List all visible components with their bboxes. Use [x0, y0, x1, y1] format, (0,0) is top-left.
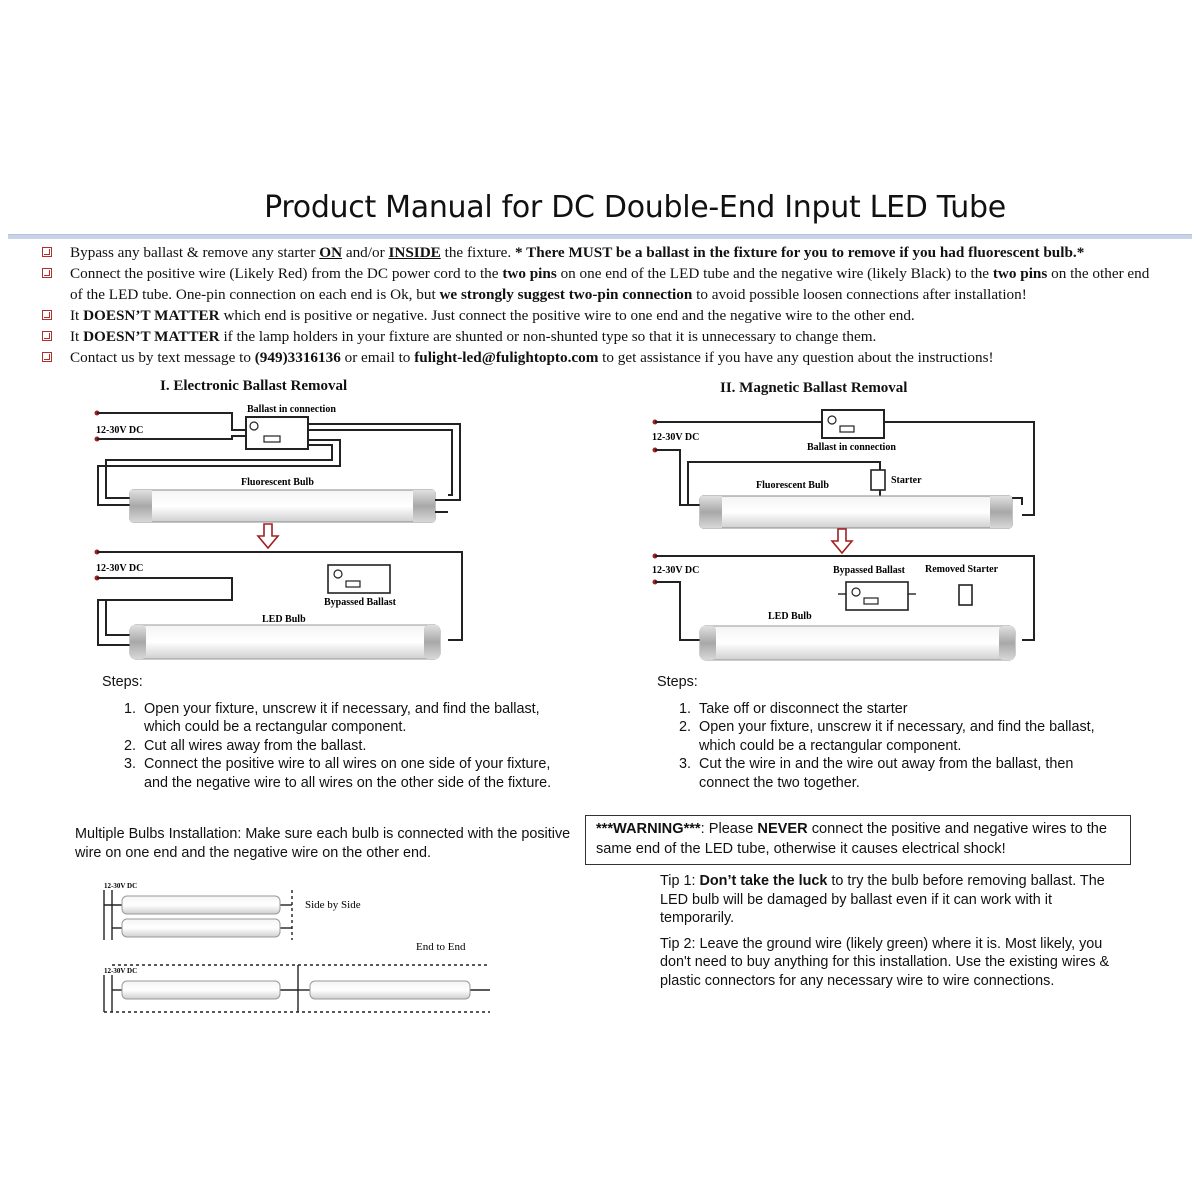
electronic-steps-list: [102, 700, 552, 793]
checkbox-bullet-icon: [42, 331, 52, 341]
step-item: 1. Open your fixture, unscrew it if necessary, and find the ballast, which could be a rectangular component.: [140, 700, 552, 737]
section-magnetic-title: II. Magnetic Ballast Removal: [720, 380, 908, 396]
bullet-ballast: Bypass any ballast & remove any starter ON and/or INSIDE the fixture. * There MUST be a ballast in the fixture for you to remove if you had fluorescent bulb.*: [42, 242, 1162, 263]
electronic-bypassed-diagram: [95, 550, 463, 646]
label-fluorescent-bulb: Fluorescent Bulb: [241, 477, 314, 488]
label-ballast-in-connection-2: Ballast in connection: [807, 442, 896, 453]
checkbox-bullet-icon: [42, 247, 52, 257]
down-arrow-icon: [832, 529, 852, 553]
label-bypassed-ballast: Bypassed Ballast: [324, 597, 396, 608]
multiple-bulbs-note: Multiple Bulbs Installation: Make sure each bulb is connected with the positive wire on one end and the negative wire on the other end.: [75, 826, 571, 861]
steps-label: Steps:: [102, 674, 143, 690]
electronic-steps: [102, 673, 552, 792]
steps-label: Steps:: [657, 674, 698, 690]
step-item: 3. Connect the positive wire to all wires on one side of your fixture, and the negative wire to all wires on the other side of the fixture.: [140, 755, 552, 792]
label-dc-input: 12-30V DC: [96, 425, 144, 436]
down-arrow-icon: [258, 524, 278, 548]
label-dc-input-2: 12-30V DC: [96, 563, 144, 574]
label-multi-dc-2: 12-30V DC: [104, 967, 138, 975]
led-tube-2: [700, 626, 1015, 660]
label-fluorescent-bulb-2: Fluorescent Bulb: [756, 480, 829, 491]
email-link[interactable]: fulight-led@fulightopto.com: [414, 349, 599, 366]
multiple-bulbs-diagram: [104, 890, 490, 1012]
electronic-ballast-diagram: [95, 411, 461, 506]
checkbox-bullet-icon: [42, 352, 52, 362]
page-title: Product Manual for DC Double-End Input LED Tube: [264, 190, 1006, 225]
label-dc-input-4: 12-30V DC: [652, 565, 700, 576]
magnetic-steps: [657, 673, 1097, 792]
led-tube-1: [130, 625, 440, 659]
section-electronic-title: I. Electronic Ballast Removal: [160, 378, 348, 394]
step-item: 2. Open your fixture, unscrew it if necessary, and find the ballast, which could be a rectangular component.: [695, 718, 1097, 755]
label-removed-starter: Removed Starter: [925, 564, 999, 575]
label-side-by-side: Side by Side: [305, 899, 361, 911]
label-end-to-end: End to End: [416, 941, 466, 953]
checkbox-bullet-icon: [42, 310, 52, 320]
magnetic-steps-list: [657, 700, 1097, 793]
tips: [660, 872, 1130, 997]
label-starter: Starter: [891, 475, 922, 486]
title-divider: [8, 234, 1192, 239]
step-item: 3. Cut the wire in and the wire out away from the ballast, then connect the two together.: [695, 755, 1097, 792]
label-multi-dc-1: 12-30V DC: [104, 882, 138, 890]
bullet-polarity: It DOESN’T MATTER which end is positive or negative. Just connect the positive wire to one end and the negative wire to the other end.: [42, 305, 1162, 326]
label-dc-input-3: 12-30V DC: [652, 432, 700, 443]
checkbox-bullet-icon: [42, 268, 52, 278]
magnetic-bypassed-diagram: [653, 554, 1035, 641]
label-ballast-in-connection: Ballast in connection: [247, 404, 336, 415]
label-led-bulb-2: LED Bulb: [768, 611, 812, 622]
bullet-lampholders: It DOESN’T MATTER if the lamp holders in your fixture are shunted or non-shunted type so that it is unnecessary to change them.: [42, 326, 1162, 347]
step-item: 2. Cut all wires away from the ballast.: [140, 737, 552, 756]
fluorescent-tube-1: [130, 490, 448, 522]
label-led-bulb: LED Bulb: [262, 614, 306, 625]
fluorescent-tube-2: [700, 496, 1012, 528]
bullet-contact: Contact us by text message to (949)3316136 or email to fulight-led@fulightopto.com to get assistance if you have any question about the instructions!: [42, 347, 1162, 368]
tip-2: Tip 2: Leave the ground wire (likely green) where it is. Most likely, you don't need to buy anything for this installation. Use the existing wires & plastic connectors for any necessary wire to wire connections.: [660, 935, 1110, 989]
multi-tubes: [122, 896, 470, 999]
step-item: 1. Take off or disconnect the starter: [695, 700, 1097, 719]
label-bypassed-ballast-2: Bypassed Ballast: [833, 565, 905, 576]
magnetic-ballast-diagram: [653, 410, 1035, 515]
warning-box: ***WARNING***: Please NEVER connect the positive and negative wires to the same end of the LED tube, otherwise it causes electrical shock!: [585, 815, 1131, 865]
bullet-wiring: Connect the positive wire (Likely Red) from the DC power cord to the two pins on one end of the LED tube and the negative wire (likely Black) to the two pins on the other end of the LED tube. One-pin connection on each end is Ok, but we strongly suggest two-pin connection to avoid possible loosen connections after installation!: [42, 263, 1162, 305]
instruction-list: [42, 242, 1162, 368]
tip-1: Tip 1: Don’t take the luck to try the bulb before removing ballast. The LED bulb will be damaged by ballast even if it can work with it temporarily.: [660, 873, 1105, 926]
